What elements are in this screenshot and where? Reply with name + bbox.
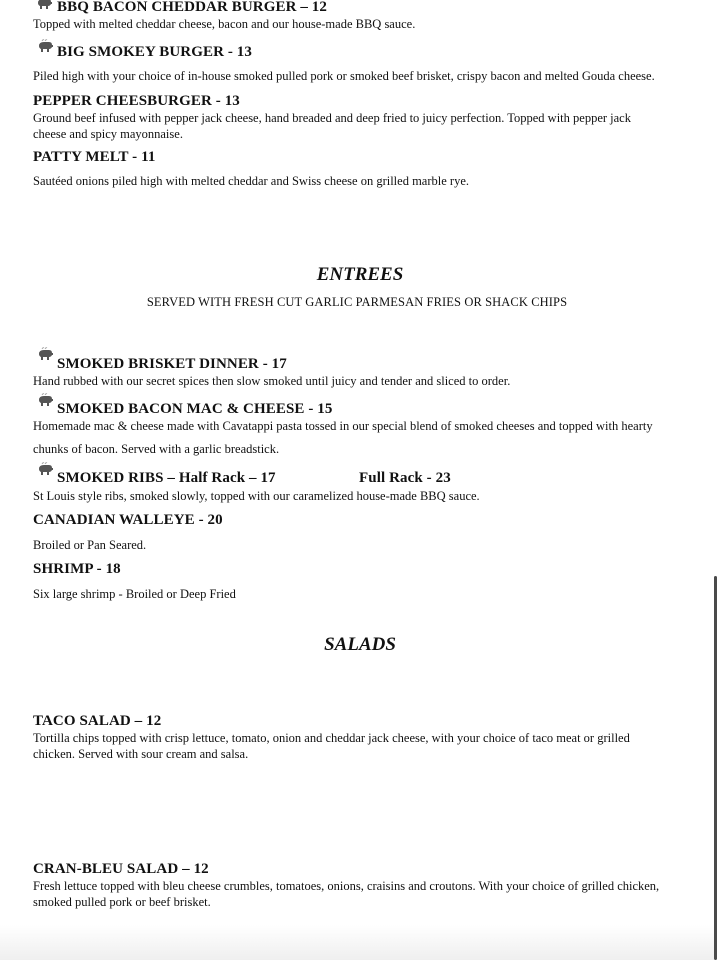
menu-item-description: Six large shrimp - Broiled or Deep Fried (33, 587, 236, 601)
menu-item-title: SMOKED BACON MAC & CHEESE - 15 (57, 401, 333, 417)
menu-item-title: CRAN-BLEU SALAD – 12 (33, 861, 209, 877)
smoked-pig-icon (36, 462, 54, 476)
menu-item-title-extra: Full Rack - 23 (359, 470, 451, 486)
menu-item-description: chicken. Served with sour cream and salsa. (33, 747, 249, 761)
section-subheading: SERVED WITH FRESH CUT GARLIC PARMESAN FRIES OR SHACK CHIPS (146, 295, 568, 309)
menu-item-description: Ground beef infused with pepper jack cheese, hand breaded and deep fried to juicy perfection. Topped with pepper jack (33, 111, 631, 125)
smoked-pig-icon (36, 347, 54, 361)
menu-item-title: PEPPER CHEESBURGER - 13 (33, 93, 240, 109)
menu-item-description: chunks of bacon. Served with a garlic breadstick. (33, 442, 280, 456)
menu-item-title: PATTY MELT - 11 (33, 149, 156, 165)
menu-item-description: Hand rubbed with our secret spices then slow smoked until juicy and tender and sliced to order. (33, 374, 511, 388)
menu-item-description: smoked pulled pork or beef brisket. (33, 895, 211, 909)
section-heading-entrees: ENTREES (316, 264, 404, 285)
bottom-shadow (0, 925, 714, 960)
menu-item-title: BBQ BACON CHEDDAR BURGER – 12 (57, 0, 328, 15)
menu-item-description: Tortilla chips topped with crisp lettuce, tomato, onion and cheddar jack cheese, with your choice of taco meat or grilled (33, 731, 630, 745)
menu-item-description: cheese and spicy mayonnaise. (33, 127, 183, 141)
smoked-pig-icon (35, 0, 53, 10)
menu-item-description: Fresh lettuce topped with bleu cheese crumbles, tomatoes, onions, craisins and croutons. With your choice of grilled chicken, (33, 879, 660, 893)
smoked-pig-icon (36, 39, 54, 53)
menu-item-title: SMOKED BRISKET DINNER - 17 (57, 356, 287, 372)
menu-item-description: Homemade mac & cheese made with Cavatappi pasta tossed in our special blend of smoked cheeses and topped with hearty (33, 419, 653, 433)
menu-item-title: TACO SALAD – 12 (33, 713, 162, 729)
menu-item-description: Topped with melted cheddar cheese, bacon and our house-made BBQ sauce. (33, 17, 416, 31)
menu-item-title: SHRIMP - 18 (33, 561, 121, 577)
menu-item-title: BIG SMOKEY BURGER - 13 (57, 44, 252, 60)
menu-item-title: SMOKED RIBS – Half Rack – 17 (57, 470, 276, 486)
scrollbar-thumb[interactable] (714, 576, 717, 960)
menu-item-description: Piled high with your choice of in-house smoked pulled pork or smoked beef brisket, crispy bacon and melted Gouda cheese. (33, 69, 655, 83)
menu-item-description: Broiled or Pan Seared. (33, 538, 147, 552)
smoked-pig-icon (36, 393, 54, 407)
menu-item-title: CANADIAN WALLEYE - 20 (33, 512, 223, 528)
menu-item-description: St Louis style ribs, smoked slowly, topped with our caramelized house-made BBQ sauce. (33, 489, 480, 503)
menu-item-description: Sautéed onions piled high with melted cheddar and Swiss cheese on grilled marble rye. (33, 174, 469, 188)
section-heading-salads: SALADS (324, 634, 396, 655)
